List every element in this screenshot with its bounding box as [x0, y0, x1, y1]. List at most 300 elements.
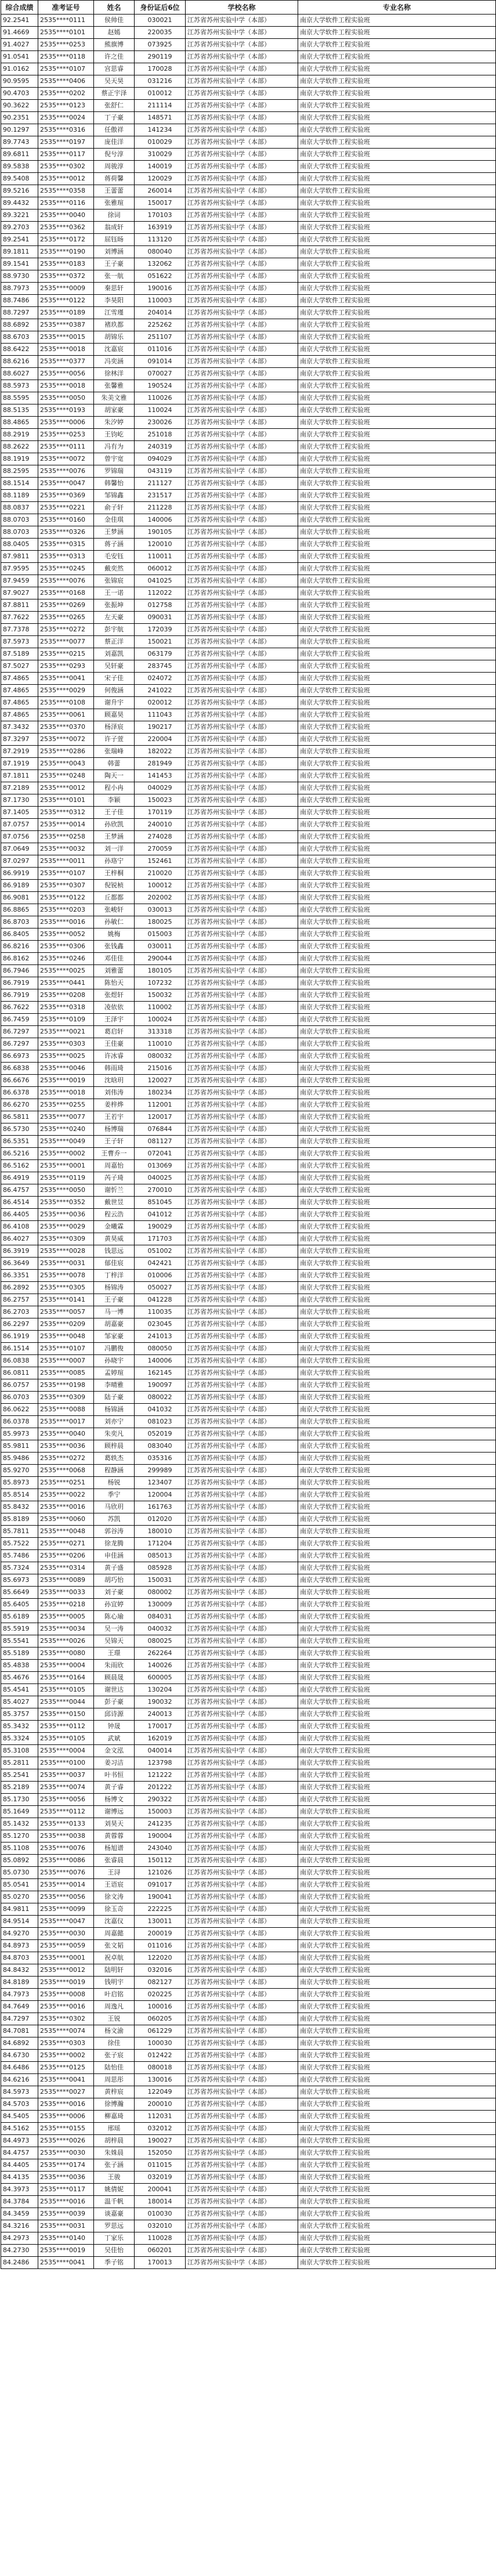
row-school: 江苏省苏州实验中学（本部）	[186, 1221, 298, 1233]
row-exam-id: 2535****0303	[38, 1038, 94, 1050]
row-major: 南京大学软件工程实验班	[298, 173, 496, 185]
row-major: 南京大学软件工程实验班	[298, 307, 496, 319]
table-row	[1, 161, 496, 173]
row-score: 84.7973	[1, 1989, 38, 2001]
row-id-card: 110003	[135, 295, 186, 307]
table-row	[1, 624, 496, 636]
row-school: 江苏省苏州实验中学（本部）	[186, 1855, 298, 1867]
row-exam-id: 2535****0048	[38, 1331, 94, 1343]
row-school: 江苏省苏州实验中学（本部）	[186, 2025, 298, 2037]
row-score: 88.9730	[1, 270, 38, 283]
row-school: 江苏省苏州实验中学（本部）	[186, 124, 298, 136]
row-major: 南京大学软件工程实验班	[298, 660, 496, 673]
row-exam-id: 2535****0141	[38, 1294, 94, 1306]
row-score: 87.0756	[1, 831, 38, 843]
row-school: 江苏省苏州实验中学（本部）	[186, 39, 298, 51]
row-major: 南京大学软件工程实验班	[298, 2123, 496, 2135]
table-row	[1, 1489, 496, 1501]
row-name: 周逸凡	[94, 2001, 135, 2013]
table-row	[1, 709, 496, 721]
row-name: 沈嘉仪	[94, 1916, 135, 1928]
row-score: 89.2703	[1, 222, 38, 234]
row-school: 江苏省苏州实验中学（本部）	[186, 660, 298, 673]
row-name: 王泽宇	[94, 1014, 135, 1026]
table-row	[1, 1038, 496, 1050]
row-major: 南京大学软件工程实验班	[298, 1294, 496, 1306]
row-school: 江苏省苏州实验中学（本部）	[186, 1928, 298, 1940]
row-exam-id: 2535****0077	[38, 636, 94, 648]
row-id-card: 231517	[135, 490, 186, 502]
row-name: 姜习洁	[94, 1757, 135, 1769]
row-school: 江苏省苏州实验中学（本部）	[186, 1574, 298, 1587]
row-major: 南京大学软件工程实验班	[298, 1964, 496, 1977]
row-school: 江苏省苏州实验中学（本部）	[186, 989, 298, 1002]
row-exam-id: 2535****0255	[38, 1099, 94, 1111]
row-id-card: 032019	[135, 2172, 186, 2184]
table-row	[1, 136, 496, 149]
row-id-card: 210020	[135, 868, 186, 880]
table-row	[1, 27, 496, 39]
table-row	[1, 441, 496, 453]
header-score: 综合成绩	[1, 1, 38, 15]
row-exam-id: 2535****0005	[38, 1611, 94, 1623]
table-row	[1, 928, 496, 941]
row-major: 南京大学软件工程实验班	[298, 1952, 496, 1964]
row-name: 张煜轩	[94, 989, 135, 1002]
table-row	[1, 2050, 496, 2062]
table-row	[1, 1075, 496, 1087]
row-name: 陆明轩	[94, 1964, 135, 1977]
row-major: 南京大学软件工程实验班	[298, 2135, 496, 2147]
row-major: 南京大学软件工程实验班	[298, 392, 496, 404]
row-exam-id: 2535****0105	[38, 1733, 94, 1745]
table-row	[1, 1562, 496, 1574]
score-table	[1, 0, 496, 2269]
row-exam-id: 2535****0016	[38, 2001, 94, 2013]
row-name: 张子涵	[94, 2159, 135, 2172]
row-score: 85.6973	[1, 1574, 38, 1587]
row-major: 南京大学软件工程实验班	[298, 1855, 496, 1867]
table-row	[1, 1465, 496, 1477]
row-school: 江苏省苏州实验中学（本部）	[186, 1782, 298, 1794]
row-exam-id: 2535****0001	[38, 1160, 94, 1172]
row-school: 江苏省苏州实验中学（本部）	[186, 2013, 298, 2025]
row-name: 黄昊威	[94, 1233, 135, 1245]
row-id-card: 072041	[135, 1148, 186, 1160]
row-score: 85.7486	[1, 1550, 38, 1562]
row-name: 王子佳	[94, 807, 135, 819]
row-school: 江苏省苏州实验中学（本部）	[186, 2001, 298, 2013]
row-name: 谢忻兰	[94, 1184, 135, 1197]
row-major: 南京大学软件工程实验班	[298, 2184, 496, 2196]
row-score: 88.0405	[1, 539, 38, 551]
row-id-card: 041025	[135, 575, 186, 587]
row-school: 江苏省苏州实验中学（本部）	[186, 1282, 298, 1294]
row-major: 南京大学软件工程实验班	[298, 124, 496, 136]
row-school: 江苏省苏州实验中学（本部）	[186, 429, 298, 441]
row-school: 江苏省苏州实验中学（本部）	[186, 2220, 298, 2232]
table-row	[1, 124, 496, 136]
row-school: 江苏省苏州实验中学（本部）	[186, 1538, 298, 1550]
row-id-card: 130204	[135, 1684, 186, 1696]
row-major: 南京大学软件工程实验班	[298, 270, 496, 283]
row-id-card: 084031	[135, 1611, 186, 1623]
row-id-card: 120004	[135, 1489, 186, 1501]
row-id-card: 112022	[135, 587, 186, 599]
row-score: 90.3622	[1, 100, 38, 112]
table-row	[1, 746, 496, 758]
row-major: 南京大学软件工程实验班	[298, 2086, 496, 2098]
row-school: 江苏省苏州实验中学（本部）	[186, 1611, 298, 1623]
row-school: 江苏省苏州实验中学（本部）	[186, 1026, 298, 1038]
row-major: 南京大学软件工程实验班	[298, 1513, 496, 1526]
row-school: 江苏省苏州实验中学（本部）	[186, 2074, 298, 2086]
row-score: 86.7919	[1, 977, 38, 989]
row-name: 王若宇	[94, 1111, 135, 1123]
row-exam-id: 2535****0107	[38, 63, 94, 75]
row-score: 91.0541	[1, 51, 38, 63]
row-id-card: 150021	[135, 636, 186, 648]
table-row	[1, 1696, 496, 1708]
row-id-card: 200041	[135, 2184, 186, 2196]
row-id-card: 063179	[135, 648, 186, 660]
row-school: 江苏省苏州实验中学（本部）	[186, 1489, 298, 1501]
row-school: 江苏省苏州实验中学（本部）	[186, 1794, 298, 1806]
row-major: 南京大学软件工程实验班	[298, 1050, 496, 1063]
row-major: 南京大学软件工程实验班	[298, 51, 496, 63]
row-id-card: 121222	[135, 1769, 186, 1782]
row-score: 88.7486	[1, 295, 38, 307]
row-score: 90.4703	[1, 88, 38, 100]
row-school: 江苏省苏州实验中学（本部）	[186, 222, 298, 234]
row-score: 90.9595	[1, 75, 38, 88]
table-row	[1, 843, 496, 855]
row-score: 86.8162	[1, 953, 38, 965]
table-row	[1, 478, 496, 490]
row-score: 85.8973	[1, 1477, 38, 1489]
row-exam-id: 2535****0014	[38, 1879, 94, 1891]
row-id-card: 313318	[135, 1026, 186, 1038]
table-row	[1, 2196, 496, 2208]
row-major: 南京大学软件工程实验班	[298, 1867, 496, 1879]
row-score: 86.5216	[1, 1148, 38, 1160]
row-major: 南京大学软件工程实验班	[298, 2025, 496, 2037]
row-exam-id: 2535****0086	[38, 1855, 94, 1867]
row-id-card: 152050	[135, 2147, 186, 2159]
row-major: 南京大学软件工程实验班	[298, 1501, 496, 1513]
row-exam-id: 2535****0314	[38, 1562, 94, 1574]
row-id-card: 030013	[135, 904, 186, 916]
row-major: 南京大学软件工程实验班	[298, 404, 496, 417]
row-name: 谢升宇	[94, 697, 135, 709]
row-major: 南京大学软件工程实验班	[298, 2232, 496, 2245]
table-row	[1, 1404, 496, 1416]
table-row	[1, 819, 496, 831]
row-major: 南京大学软件工程实验班	[298, 673, 496, 685]
row-exam-id: 2535****0006	[38, 2111, 94, 2123]
row-id-card: 190097	[135, 1379, 186, 1392]
row-school: 江苏省苏州实验中学（本部）	[186, 1197, 298, 1209]
row-name: 王锐	[94, 2013, 135, 2025]
row-major: 南京大学软件工程实验班	[298, 721, 496, 734]
row-id-card: 080018	[135, 2062, 186, 2074]
row-school: 江苏省苏州实验中学（本部）	[186, 441, 298, 453]
row-name: 金佳琪	[94, 514, 135, 526]
row-score: 85.0541	[1, 1879, 38, 1891]
row-school: 江苏省苏州实验中学（本部）	[186, 1075, 298, 1087]
row-id-card: 150023	[135, 794, 186, 807]
row-school: 江苏省苏州实验中学（本部）	[186, 1099, 298, 1111]
row-id-card: 010012	[135, 88, 186, 100]
row-school: 江苏省苏州实验中学（本部）	[186, 1501, 298, 1513]
row-score: 88.7297	[1, 307, 38, 319]
row-major: 南京大学软件工程实验班	[298, 75, 496, 88]
row-name: 徐龙腾	[94, 1538, 135, 1550]
row-name: 宫思睿	[94, 63, 135, 75]
row-exam-id: 2535****0024	[38, 112, 94, 124]
row-id-card: 122049	[135, 2086, 186, 2098]
row-name: 邓佳佳	[94, 953, 135, 965]
table-row	[1, 880, 496, 892]
row-exam-id: 2535****0100	[38, 1757, 94, 1769]
row-score: 89.5838	[1, 161, 38, 173]
row-score: 84.6486	[1, 2062, 38, 2074]
table-row	[1, 1733, 496, 1745]
row-exam-id: 2535****0309	[38, 1392, 94, 1404]
row-school: 江苏省苏州实验中学（本部）	[186, 392, 298, 404]
row-major: 南京大学软件工程实验班	[298, 904, 496, 916]
row-id-card: 035316	[135, 1453, 186, 1465]
row-name: 陆子豪	[94, 1392, 135, 1404]
row-name: 杨博文	[94, 1794, 135, 1806]
row-score: 89.2541	[1, 234, 38, 246]
row-id-card: 270010	[135, 1184, 186, 1197]
table-row	[1, 2025, 496, 2037]
row-exam-id: 2535****0316	[38, 124, 94, 136]
row-id-card: 241235	[135, 1818, 186, 1830]
table-row	[1, 563, 496, 575]
row-major: 南京大学软件工程实验班	[298, 1343, 496, 1355]
row-major: 南京大学软件工程实验班	[298, 1891, 496, 1903]
row-major: 南京大学软件工程实验班	[298, 185, 496, 197]
row-major: 南京大学软件工程实验班	[298, 1648, 496, 1660]
row-id-card: 040014	[135, 1745, 186, 1757]
row-id-card: 132062	[135, 258, 186, 270]
row-exam-id: 2535****0088	[38, 1404, 94, 1416]
row-name: 刘子豪	[94, 1587, 135, 1599]
row-school: 江苏省苏州实验中学（本部）	[186, 953, 298, 965]
row-major: 南京大学软件工程实验班	[298, 1465, 496, 1477]
row-exam-id: 2535****0122	[38, 892, 94, 904]
row-name: 王一诺	[94, 587, 135, 599]
row-exam-id: 2535****0271	[38, 1538, 94, 1550]
row-name: 程静涵	[94, 1465, 135, 1477]
row-id-card: 050027	[135, 1282, 186, 1294]
row-id-card: 170103	[135, 209, 186, 222]
row-school: 江苏省苏州实验中学（本部）	[186, 1294, 298, 1306]
row-id-card: 180105	[135, 965, 186, 977]
row-exam-id: 2535****0111	[38, 15, 94, 27]
row-major: 南京大学软件工程实验班	[298, 15, 496, 27]
row-major: 南京大学软件工程实验班	[298, 1258, 496, 1270]
row-id-card: 290119	[135, 51, 186, 63]
row-name: 秦思轩	[94, 283, 135, 295]
row-school: 江苏省苏州实验中学（本部）	[186, 782, 298, 794]
row-name: 季宁	[94, 1489, 135, 1501]
row-major: 南京大学软件工程实验班	[298, 1769, 496, 1782]
row-name: 张钱鑫	[94, 941, 135, 953]
row-school: 江苏省苏州实验中学（本部）	[186, 1526, 298, 1538]
row-school: 江苏省苏州实验中学（本部）	[186, 2086, 298, 2098]
row-exam-id: 2535****0021	[38, 1026, 94, 1038]
table-row	[1, 2135, 496, 2147]
table-row	[1, 1928, 496, 1940]
row-score: 86.2757	[1, 1294, 38, 1306]
row-score: 88.4865	[1, 417, 38, 429]
row-name: 葛轶杰	[94, 1453, 135, 1465]
row-exam-id: 2535****0014	[38, 819, 94, 831]
row-score: 88.6216	[1, 356, 38, 368]
row-name: 顾嘉昊	[94, 709, 135, 721]
row-score: 84.5973	[1, 2086, 38, 2098]
row-school: 江苏省苏州实验中学（本部）	[186, 2245, 298, 2257]
row-name: 王浔	[94, 1867, 135, 1879]
row-school: 江苏省苏州实验中学（本部）	[186, 1733, 298, 1745]
row-exam-id: 2535****0258	[38, 831, 94, 843]
row-major: 南京大学软件工程实验班	[298, 1136, 496, 1148]
table-row	[1, 1245, 496, 1258]
row-id-card: 600005	[135, 1672, 186, 1684]
row-school: 江苏省苏州实验中学（本部）	[186, 636, 298, 648]
row-exam-id: 2535****0197	[38, 136, 94, 149]
row-exam-id: 2535****0117	[38, 149, 94, 161]
row-major: 南京大学软件工程实验班	[298, 2196, 496, 2208]
row-exam-id: 2535****0016	[38, 2098, 94, 2111]
table-row	[1, 831, 496, 843]
row-id-card: 163919	[135, 222, 186, 234]
row-name: 蔡正宇泽	[94, 88, 135, 100]
row-id-card: 270059	[135, 843, 186, 855]
row-id-card: 201222	[135, 1782, 186, 1794]
row-exam-id: 2535****0108	[38, 697, 94, 709]
table-row	[1, 1002, 496, 1014]
row-score: 85.1432	[1, 1818, 38, 1830]
row-school: 江苏省苏州实验中学（本部）	[186, 1465, 298, 1477]
row-major: 南京大学软件工程实验班	[298, 563, 496, 575]
row-id-card: 040029	[135, 782, 186, 794]
row-name: 侯帅佳	[94, 15, 135, 27]
row-id-card: 040025	[135, 1172, 186, 1184]
row-id-card: 251107	[135, 331, 186, 344]
row-score: 88.1919	[1, 453, 38, 465]
row-school: 江苏省苏州实验中学（本部）	[186, 331, 298, 344]
row-id-card: 240013	[135, 1708, 186, 1721]
row-name: 胡家豪	[94, 404, 135, 417]
row-major: 南京大学软件工程实验班	[298, 258, 496, 270]
table-row	[1, 295, 496, 307]
row-exam-id: 2535****0077	[38, 1111, 94, 1123]
row-id-card: 222225	[135, 1903, 186, 1916]
row-exam-id: 2535****0387	[38, 319, 94, 331]
row-major: 南京大学软件工程实验班	[298, 88, 496, 100]
row-exam-id: 2535****0044	[38, 1696, 94, 1708]
row-school: 江苏省苏州实验中学（本部）	[186, 1867, 298, 1879]
row-score: 85.0892	[1, 1855, 38, 1867]
row-exam-id: 2535****0016	[38, 2196, 94, 2208]
row-name: 季子铭	[94, 2257, 135, 2269]
row-exam-id: 2535****0107	[38, 1343, 94, 1355]
row-major: 南京大学软件工程实验班	[298, 246, 496, 258]
row-major: 南京大学软件工程实验班	[298, 1123, 496, 1136]
row-name: 沈晗玥	[94, 1075, 135, 1087]
row-exam-id: 2535****0012	[38, 173, 94, 185]
row-id-card: 110010	[135, 1038, 186, 1050]
row-major: 南京大学软件工程实验班	[298, 855, 496, 868]
row-exam-id: 2535****0040	[38, 209, 94, 222]
row-name: 徐林洋	[94, 368, 135, 380]
row-major: 南京大学软件工程实验班	[298, 734, 496, 746]
row-major: 南京大学软件工程实验班	[298, 2220, 496, 2232]
row-id-card: 113120	[135, 234, 186, 246]
row-name: 韩蕾	[94, 758, 135, 770]
table-row	[1, 2086, 496, 2098]
row-school: 江苏省苏州实验中学（本部）	[186, 1477, 298, 1489]
row-score: 84.8703	[1, 1952, 38, 1964]
row-score: 86.6838	[1, 1063, 38, 1075]
table-row	[1, 855, 496, 868]
row-name: 苏凯	[94, 1513, 135, 1526]
row-score: 89.6811	[1, 149, 38, 161]
row-score: 87.1919	[1, 758, 38, 770]
row-name: 黄梓宸	[94, 2086, 135, 2098]
row-exam-id: 2535****0306	[38, 941, 94, 953]
row-major: 南京大学软件工程实验班	[298, 2257, 496, 2269]
row-id-card: 180234	[135, 1087, 186, 1099]
row-exam-id: 2535****0253	[38, 39, 94, 51]
table-row	[1, 1221, 496, 1233]
row-school: 江苏省苏州实验中学（本部）	[186, 928, 298, 941]
row-school: 江苏省苏州实验中学（本部）	[186, 1404, 298, 1416]
row-exam-id: 2535****0059	[38, 1940, 94, 1952]
row-school: 江苏省苏州实验中学（本部）	[186, 2123, 298, 2135]
row-exam-id: 2535****0198	[38, 1379, 94, 1392]
table-row	[1, 1501, 496, 1513]
table-row	[1, 2220, 496, 2232]
row-major: 南京大学软件工程实验班	[298, 417, 496, 429]
row-major: 南京大学软件工程实验班	[298, 1818, 496, 1830]
row-score: 84.2730	[1, 2245, 38, 2257]
row-id-card: 230026	[135, 417, 186, 429]
row-exam-id: 2535****0074	[38, 2025, 94, 2037]
row-exam-id: 2535****0004	[38, 1745, 94, 1757]
row-name: 杨旭谱	[94, 1842, 135, 1855]
row-exam-id: 2535****0116	[38, 197, 94, 209]
row-score: 86.6378	[1, 1087, 38, 1099]
row-score: 84.3784	[1, 2196, 38, 2208]
row-exam-id: 2535****0016	[38, 916, 94, 928]
table-row	[1, 794, 496, 807]
row-id-card: 080025	[135, 1635, 186, 1648]
row-id-card: 051622	[135, 270, 186, 283]
table-row	[1, 1806, 496, 1818]
row-school: 江苏省苏州实验中学（本部）	[186, 685, 298, 697]
table-row	[1, 551, 496, 563]
row-id-card: 161763	[135, 1501, 186, 1513]
row-major: 南京大学软件工程实验班	[298, 197, 496, 209]
table-row	[1, 1392, 496, 1404]
row-name: 孙欣凯	[94, 819, 135, 831]
row-name: 葛启轩	[94, 1026, 135, 1038]
